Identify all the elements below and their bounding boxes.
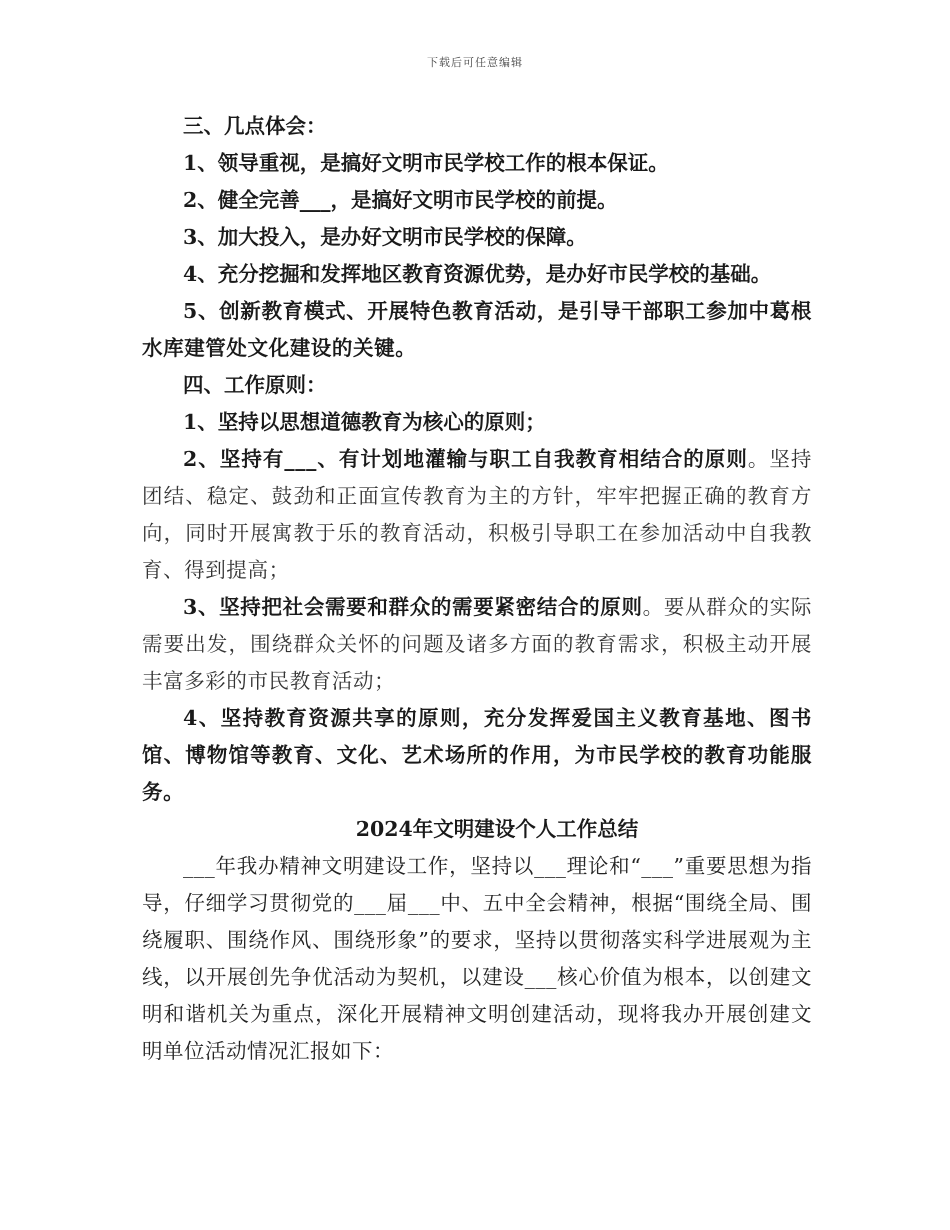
section3-item-2: 2、健全完善___，是搞好文明市民学校的前提。 bbox=[183, 188, 618, 212]
section3-item-5: 5、创新教育模式、开展特色教育活动，是引导干部职工参加中葛根水库建管处文化建设的关键。 bbox=[142, 299, 812, 360]
summary-body: ___年我办精神文明建设工作，坚持以___理论和“___”重要思想为指导，仔细学习贯彻党的___届___中、五中全会精神，根据“围绕全局、围绕履职、围绕作风、围绕形象”的要求，坚持以贯彻落实科学进展观为主线，以开展创先争优活动为契机，以建设___核心价值为根本，以创建文明和谐机关为重点，深化开展精神文明创建活动，现将我办开展创建文明单位活动情况汇报如下： bbox=[142, 854, 812, 1063]
section4-heading: 四、工作原则： bbox=[183, 373, 327, 397]
section4-item-3 bbox=[142, 589, 812, 700]
section4-item-3-detail: 。要从群众的实际需要出发，围绕群众关怀的问题及诸多方面的教育需求，积极主动开展丰富多彩的市民教育活动； bbox=[142, 595, 812, 693]
section4-item-2-detail: 。坚持团结、稳定、鼓劲和正面宣传教育为主的方针，牢牢把握正确的教育方向，同时开展寓教于乐的教育活动，积极引导职工在参加活动中自我教育、得到提高； bbox=[142, 447, 812, 582]
section3-item-4: 4、充分挖掘和发挥地区教育资源优势，是办好市民学校的基础。 bbox=[183, 262, 772, 286]
section3-heading: 三、几点体会： bbox=[183, 114, 327, 138]
section3-item-1: 1、领导重视，是搞好文明市民学校工作的根本保证。 bbox=[183, 151, 669, 175]
document-body bbox=[142, 108, 812, 1070]
section3-item-3: 3、加大投入，是办好文明市民学校的保障。 bbox=[183, 225, 587, 249]
section4-item-2 bbox=[142, 441, 812, 589]
section4-item-1: 1、坚持以思想道德教育为核心的原则； bbox=[183, 410, 546, 434]
section4-item-2-principle: 2、坚持有___、有计划地灌输与职工自我教育相结合的原则 bbox=[183, 447, 748, 471]
header-note: 下载后可任意编辑 bbox=[427, 56, 523, 69]
section4-item-3-principle: 3、坚持把社会需要和群众的需要紧密结合的原则 bbox=[183, 595, 643, 619]
section4-item-4: 4、坚持教育资源共享的原则，充分发挥爱国主义教育基地、图书馆、博物馆等教育、文化、艺术场所的作用，为市民学校的教育功能服务。 bbox=[142, 706, 812, 804]
summary-title: 2024年文明建设个人工作总结 bbox=[355, 817, 639, 841]
